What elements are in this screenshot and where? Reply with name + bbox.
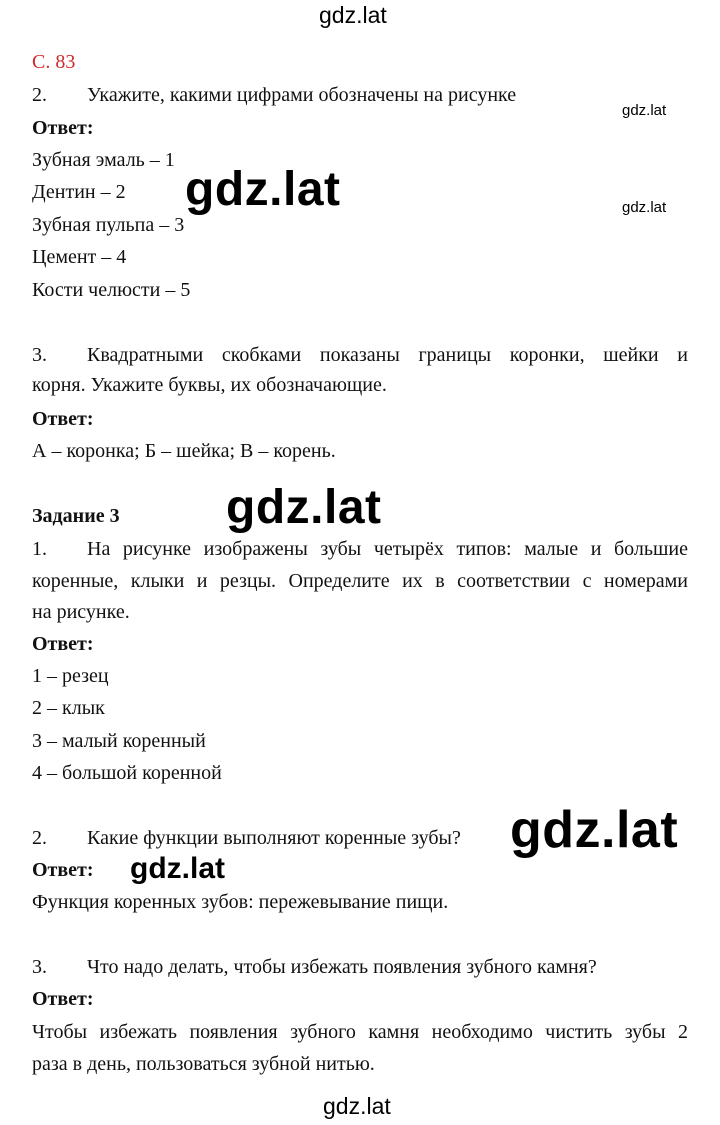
question-2-text: Укажите, какими цифрами обозначены на рисунке: [87, 84, 517, 106]
answer-line: 1 – резец: [32, 665, 109, 687]
watermark-top: gdz.lat: [319, 2, 387, 28]
answer-label: Ответ:: [32, 408, 94, 430]
answer-line: 4 – большой коренной: [32, 762, 222, 784]
watermark-bottom: gdz.lat: [323, 1093, 391, 1119]
answer-line: А – коронка; Б – шейка; В – корень.: [32, 440, 336, 462]
question-3-text-line-2: корня. Укажите буквы, их обозначающие.: [32, 374, 387, 396]
task3-question-2-number: 2.: [32, 827, 47, 849]
watermark-medium: gdz.lat: [130, 852, 225, 885]
watermark-large-1: gdz.lat: [185, 163, 341, 216]
task3-question-1-text-line-3: на рисунке.: [32, 601, 130, 623]
answer-line: Кости челюсти – 5: [32, 279, 191, 301]
question-3-text-line-1: Квадратными скобками показаны границы коронки, шейки и: [87, 344, 688, 366]
answer-line: 3 – малый коренный: [32, 730, 206, 752]
answer-line: раза в день, пользоваться зубной нитью.: [32, 1053, 375, 1075]
answer-line: Чтобы избежать появления зубного камня необходимо чистить зубы 2: [32, 1021, 688, 1043]
task-title: Задание 3: [32, 505, 120, 527]
task3-question-1-text-line-2: коренные, клыки и резцы. Определите их в соответствии с номерами: [32, 570, 688, 592]
task3-question-3-number: 3.: [32, 956, 47, 978]
answer-line: Зубная пульпа – 3: [32, 214, 185, 236]
task3-question-2-text: Какие функции выполняют коренные зубы?: [87, 827, 461, 849]
watermark-large-2: gdz.lat: [226, 481, 382, 534]
answer-line: Дентин – 2: [32, 181, 126, 203]
task3-question-1-text-line-1: На рисунке изображены зубы четырёх типов: малые и большие: [87, 538, 688, 560]
watermark-large-3: gdz.lat: [510, 801, 679, 859]
answer-line: Зубная эмаль – 1: [32, 149, 175, 171]
task3-question-3-text: Что надо делать, чтобы избежать появления зубного камня?: [87, 956, 597, 978]
question-2-number: 2.: [32, 84, 47, 106]
answer-label: Ответ:: [32, 859, 94, 881]
task3-question-1-number: 1.: [32, 538, 47, 560]
answer-line: 2 – клык: [32, 697, 105, 719]
question-3-number: 3.: [32, 344, 47, 366]
page-reference: С. 83: [32, 51, 76, 73]
watermark-side-1: gdz.lat: [622, 102, 667, 119]
watermark-side-2: gdz.lat: [622, 199, 667, 216]
answer-label: Ответ:: [32, 633, 94, 655]
answer-line: Функция коренных зубов: пережевывание пищи.: [32, 891, 449, 913]
answer-label: Ответ:: [32, 988, 94, 1010]
answer-line: Цемент – 4: [32, 246, 127, 268]
answer-label: Ответ:: [32, 117, 94, 139]
